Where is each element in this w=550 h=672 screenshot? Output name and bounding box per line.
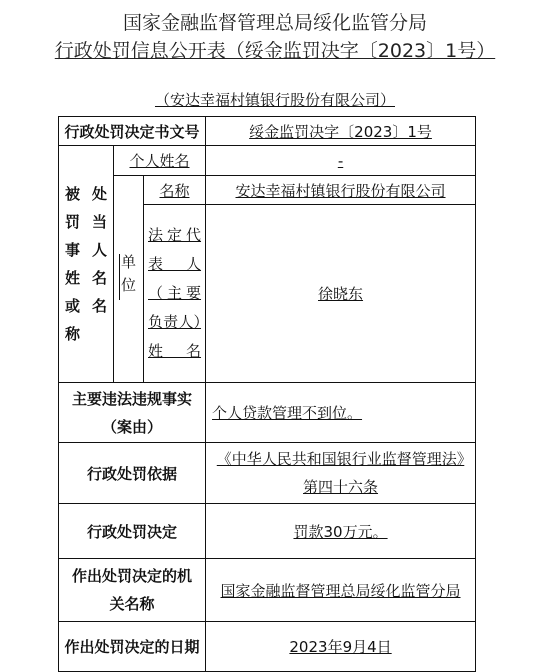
penalty-info-table <box>58 116 476 672</box>
party-label: 被处罚当事人姓名或名称 <box>59 146 114 383</box>
person-name-label: 个人姓名 <box>114 146 206 176</box>
unit-name-label: 名称 <box>144 176 206 205</box>
table-row <box>59 443 476 504</box>
unit-label: 单位 <box>114 176 144 383</box>
table-row <box>59 504 476 559</box>
violation-label: 主要违法违规事实（案由） <box>59 383 206 443</box>
person-name-value: - <box>206 146 476 176</box>
table-row <box>59 383 476 443</box>
doc-no-label: 行政处罚决定书文号 <box>59 117 206 146</box>
table-row <box>59 117 476 146</box>
document-title: 国家金融监督管理总局绥化监管分局 <box>122 12 427 34</box>
document-subtitle: 行政处罚信息公开表（绥金监罚决字〔2023〕1号） <box>54 40 496 62</box>
table-row <box>59 146 476 176</box>
organization-name: （安达幸福村镇银行股份有限公司） <box>154 91 395 109</box>
date-value: 2023年9月4日 <box>206 622 476 672</box>
legal-rep-value: 徐晓东 <box>206 205 476 383</box>
unit-name-value: 安达幸福村镇银行股份有限公司 <box>206 176 476 205</box>
table-row <box>59 176 476 205</box>
basis-value: 《中华人民共和国银行业监督管理法》第四十六条 <box>206 443 476 504</box>
decision-value: 罚款30万元。 <box>206 504 476 559</box>
basis-label: 行政处罚依据 <box>59 443 206 504</box>
decision-label: 行政处罚决定 <box>59 504 206 559</box>
table-row <box>59 622 476 672</box>
authority-label: 作出处罚决定的机关名称 <box>59 559 206 622</box>
date-label: 作出处罚决定的日期 <box>59 622 206 672</box>
doc-no-value: 绥金监罚决字〔2023〕1号 <box>206 117 476 146</box>
authority-value: 国家金融监督管理总局绥化监管分局 <box>206 559 476 622</box>
table-row <box>59 559 476 622</box>
violation-value: 个人贷款管理不到位。 <box>206 383 476 443</box>
legal-rep-label: 法定代表人（主要负责人）姓名 <box>144 205 206 383</box>
